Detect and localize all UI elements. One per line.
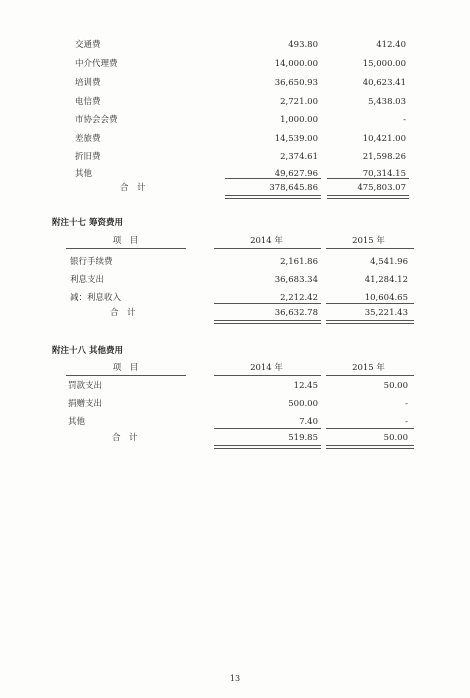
page-number: 13 bbox=[229, 674, 241, 683]
value-2015: - bbox=[405, 399, 408, 409]
value-2015: 10,604.65 bbox=[364, 293, 408, 303]
value-2015: 5,438.03 bbox=[368, 97, 406, 107]
row-label: 折旧费 bbox=[75, 152, 101, 162]
row-label: 培训费 bbox=[75, 78, 101, 88]
subtotal-rule bbox=[214, 428, 321, 429]
row-label: 减：利息收入 bbox=[70, 293, 122, 303]
total-double-rule bbox=[225, 195, 321, 199]
row-label: 中介代理费 bbox=[75, 59, 118, 69]
value-2014: 36,683.34 bbox=[274, 275, 318, 285]
row-label: 其他 bbox=[75, 169, 93, 179]
row-label: 交通费 bbox=[75, 40, 101, 50]
value-2015: 41,284.12 bbox=[364, 275, 408, 285]
header-rule bbox=[214, 375, 321, 376]
value-2014: 500.00 bbox=[288, 399, 318, 409]
row-label: 其他 bbox=[68, 417, 86, 427]
value-2014: 493.80 bbox=[288, 40, 318, 50]
total-double-rule bbox=[327, 195, 409, 199]
header-rule bbox=[326, 375, 414, 376]
value-2015: 4,541.96 bbox=[370, 257, 408, 267]
total-double-rule bbox=[214, 320, 321, 324]
total-2015: 35,221.43 bbox=[364, 308, 408, 318]
value-2014: 36,650.93 bbox=[274, 78, 318, 88]
value-2015: 412.40 bbox=[376, 40, 406, 50]
total-2014: 378,645.86 bbox=[269, 183, 318, 193]
header-2014: 2014 年 bbox=[250, 363, 283, 373]
header-item: 项 目 bbox=[112, 236, 139, 246]
total-2014: 519.85 bbox=[288, 433, 318, 443]
row-label: 差旅费 bbox=[75, 134, 101, 144]
value-2014: 14,000.00 bbox=[274, 59, 318, 69]
subtotal-rule bbox=[214, 303, 321, 304]
value-2014: 49,627.96 bbox=[274, 169, 318, 179]
header-rule bbox=[66, 375, 186, 376]
total-2015: 50.00 bbox=[383, 433, 408, 443]
value-2015: 21,598.26 bbox=[362, 152, 406, 162]
value-2014: 2,212.42 bbox=[280, 293, 318, 303]
header-item: 项 目 bbox=[112, 363, 139, 373]
header-rule bbox=[326, 248, 414, 249]
row-label: 罚款支出 bbox=[68, 381, 103, 391]
value-2015: 15,000.00 bbox=[362, 59, 406, 69]
total-2014: 36,632.78 bbox=[274, 308, 318, 318]
header-2015: 2015 年 bbox=[352, 236, 385, 246]
total-label: 合 计 bbox=[110, 308, 136, 318]
total-double-rule bbox=[214, 445, 321, 449]
header-rule bbox=[66, 248, 186, 249]
total-double-rule bbox=[326, 445, 414, 449]
value-2015: - bbox=[403, 115, 406, 125]
value-2014: 7.40 bbox=[299, 417, 318, 427]
header-2015: 2015 年 bbox=[352, 363, 385, 373]
header-2014: 2014 年 bbox=[250, 236, 283, 246]
subtotal-rule bbox=[327, 178, 409, 179]
row-label: 捐赠支出 bbox=[68, 399, 103, 409]
row-label: 银行手续费 bbox=[70, 257, 113, 267]
subtotal-rule bbox=[326, 428, 414, 429]
header-rule bbox=[214, 248, 321, 249]
section-title: 附注十八 其他费用 bbox=[52, 346, 123, 356]
row-label: 利息支出 bbox=[70, 275, 105, 285]
value-2015: 50.00 bbox=[383, 381, 408, 391]
subtotal-rule bbox=[225, 178, 321, 179]
total-label: 合 计 bbox=[120, 183, 146, 193]
total-label: 合 计 bbox=[112, 433, 138, 443]
value-2015: 40,623.41 bbox=[362, 78, 406, 88]
value-2015: - bbox=[405, 417, 408, 427]
value-2014: 2,161.86 bbox=[280, 257, 318, 267]
subtotal-rule bbox=[326, 303, 414, 304]
total-double-rule bbox=[326, 320, 414, 324]
value-2014: 12.45 bbox=[293, 381, 318, 391]
value-2014: 2,721.00 bbox=[280, 97, 318, 107]
section-title: 附注十七 筹资费用 bbox=[52, 218, 123, 228]
value-2015: 10,421.00 bbox=[362, 134, 406, 144]
value-2014: 2,374.61 bbox=[280, 152, 318, 162]
value-2014: 14,539.00 bbox=[274, 134, 318, 144]
row-label: 市协会会费 bbox=[75, 115, 118, 125]
value-2014: 1,000.00 bbox=[280, 115, 318, 125]
total-2015: 475,803.07 bbox=[357, 183, 406, 193]
value-2015: 70,314.15 bbox=[362, 169, 406, 179]
row-label: 电信费 bbox=[75, 97, 101, 107]
